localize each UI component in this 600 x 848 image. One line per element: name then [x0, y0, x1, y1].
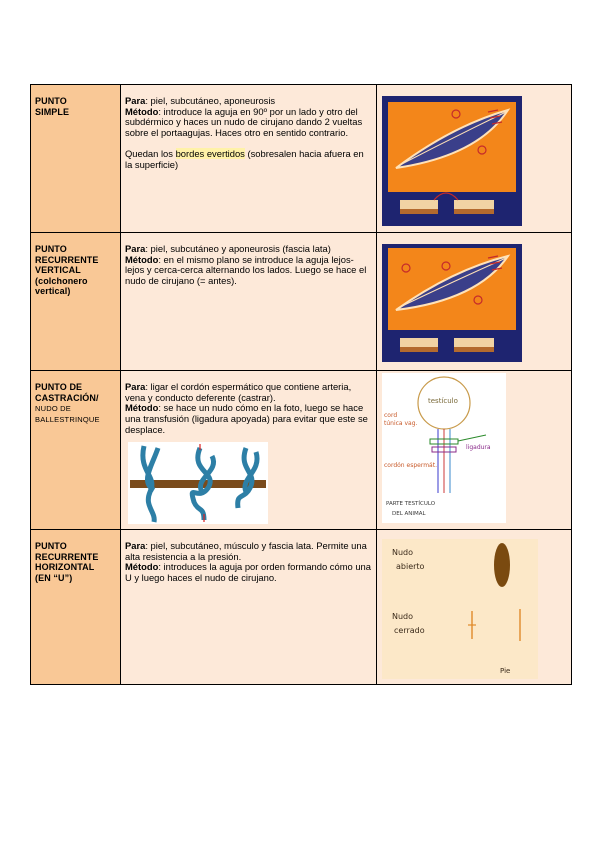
sketch-label-closed-1: Nudo [392, 612, 414, 621]
illustration-cell [377, 233, 572, 371]
sketch-label-open-2: abierto [396, 562, 425, 571]
sketch-label-bottom1: PARTE TESTÍCULO [386, 501, 436, 507]
sketch-label-closed-2: cerrado [394, 626, 425, 635]
illustration-cell [377, 85, 572, 233]
metodo-text: : se hace un nudo cómo en la foto, luego se hace una transfusión (ligadura apoyada) para evitar que este se desplace. [125, 402, 368, 435]
para-text: : piel, subcutáneo y aponeurosis (fascia lata) [145, 243, 331, 254]
technique-name-cell [31, 530, 121, 685]
technique-name: PUNTO DE CASTRACIÓN/ NUDO DE BALLESTRINQUE [35, 382, 100, 424]
technique-description: Para: piel, subcutáneo, aponeurosis Método: introduce la aguja en 90º por un lado y otro del subdérmico y haces un nudo de cirujano dando 2 vueltas sobre el portaagujas. Haces otro en sentido contrario. Quedan los bordes evertidos (sobresalen hacia afuera en la superficie) [125, 95, 364, 170]
metodo-text: : introduce la aguja en 90º por un lado y otro del subdérmico y haces un nudo de cirujano dando 2 vueltas sobre el portaagujas. Haces otro en sentido contrario. [125, 105, 363, 139]
metodo-text: : en el mismo plano se introduce la aguja lejos-lejos y cerca-cerca alternando los lados. Luego se hace el nudo de cirujano (= antes). [125, 253, 367, 287]
table-row [31, 233, 572, 371]
sketch-label-left3: cordón espermát. [384, 462, 437, 469]
table-row [31, 85, 572, 233]
para-label: Para [125, 540, 146, 551]
para-label: Para [125, 243, 146, 254]
metodo-label: Método [125, 253, 159, 265]
vertical-mattress-illustration [382, 244, 522, 362]
technique-name: PUNTO RECURRENTE HORIZONTAL (EN “U”) [35, 541, 99, 583]
para-label: Para [125, 381, 146, 392]
table-row [31, 530, 572, 685]
horizontal-mattress-sketch [382, 539, 538, 679]
technique-name-cell [31, 85, 121, 233]
technique-description [121, 371, 376, 436]
para-text: : piel, subcutáneo, aponeurosis [145, 95, 276, 106]
simple-suture-illustration [382, 96, 522, 226]
sketch-label-left1: cord [384, 412, 398, 419]
table-row [31, 371, 572, 530]
illustration-cell [377, 530, 572, 685]
metodo-label: Método [125, 402, 159, 414]
metodo-text: : introduces la aguja por orden formando cómo una U y luego haces el nudo de cirujano. [125, 561, 371, 584]
castration-sketch [382, 373, 506, 523]
clove-hitch-knot-illustration [128, 442, 268, 524]
para-text: : piel, subcutáneo, músculo y fascia lata. Permite una alta resistencia a la presión. [125, 540, 367, 562]
technique-description [121, 233, 376, 287]
highlighted-term: bordes evertidos [175, 147, 245, 159]
technique-name-cell [31, 233, 121, 371]
technique-description-cell [121, 85, 377, 233]
suture-table [30, 84, 572, 685]
technique-description [121, 530, 376, 584]
sketch-label-open-1: Nudo [392, 548, 414, 557]
technique-description-cell [121, 371, 377, 530]
metodo-label: Método [125, 561, 159, 573]
sketch-label-right1: ligadura [466, 444, 491, 451]
metodo-label: Método [125, 105, 159, 117]
technique-name-cell [31, 371, 121, 530]
sketch-label-top: testículo [428, 397, 458, 405]
technique-description-cell [121, 530, 377, 685]
technique-description-cell [121, 233, 377, 371]
illustration-cell [377, 371, 572, 530]
sketch-label-bottom2: DEL ANIMAL [392, 511, 426, 517]
technique-name: PUNTO RECURRENTE VERTICAL (colchonero vertical) [35, 244, 99, 296]
sketch-label-left2: túnica vag. [384, 420, 418, 427]
para-text: : ligar el cordón espermático que contiene arteria, vena y conducto deferente (castrar). [125, 381, 352, 403]
para-label: Para [125, 95, 146, 106]
sketch-label-corner: Pie [500, 667, 511, 675]
technique-name: PUNTO SIMPLE [35, 96, 70, 117]
